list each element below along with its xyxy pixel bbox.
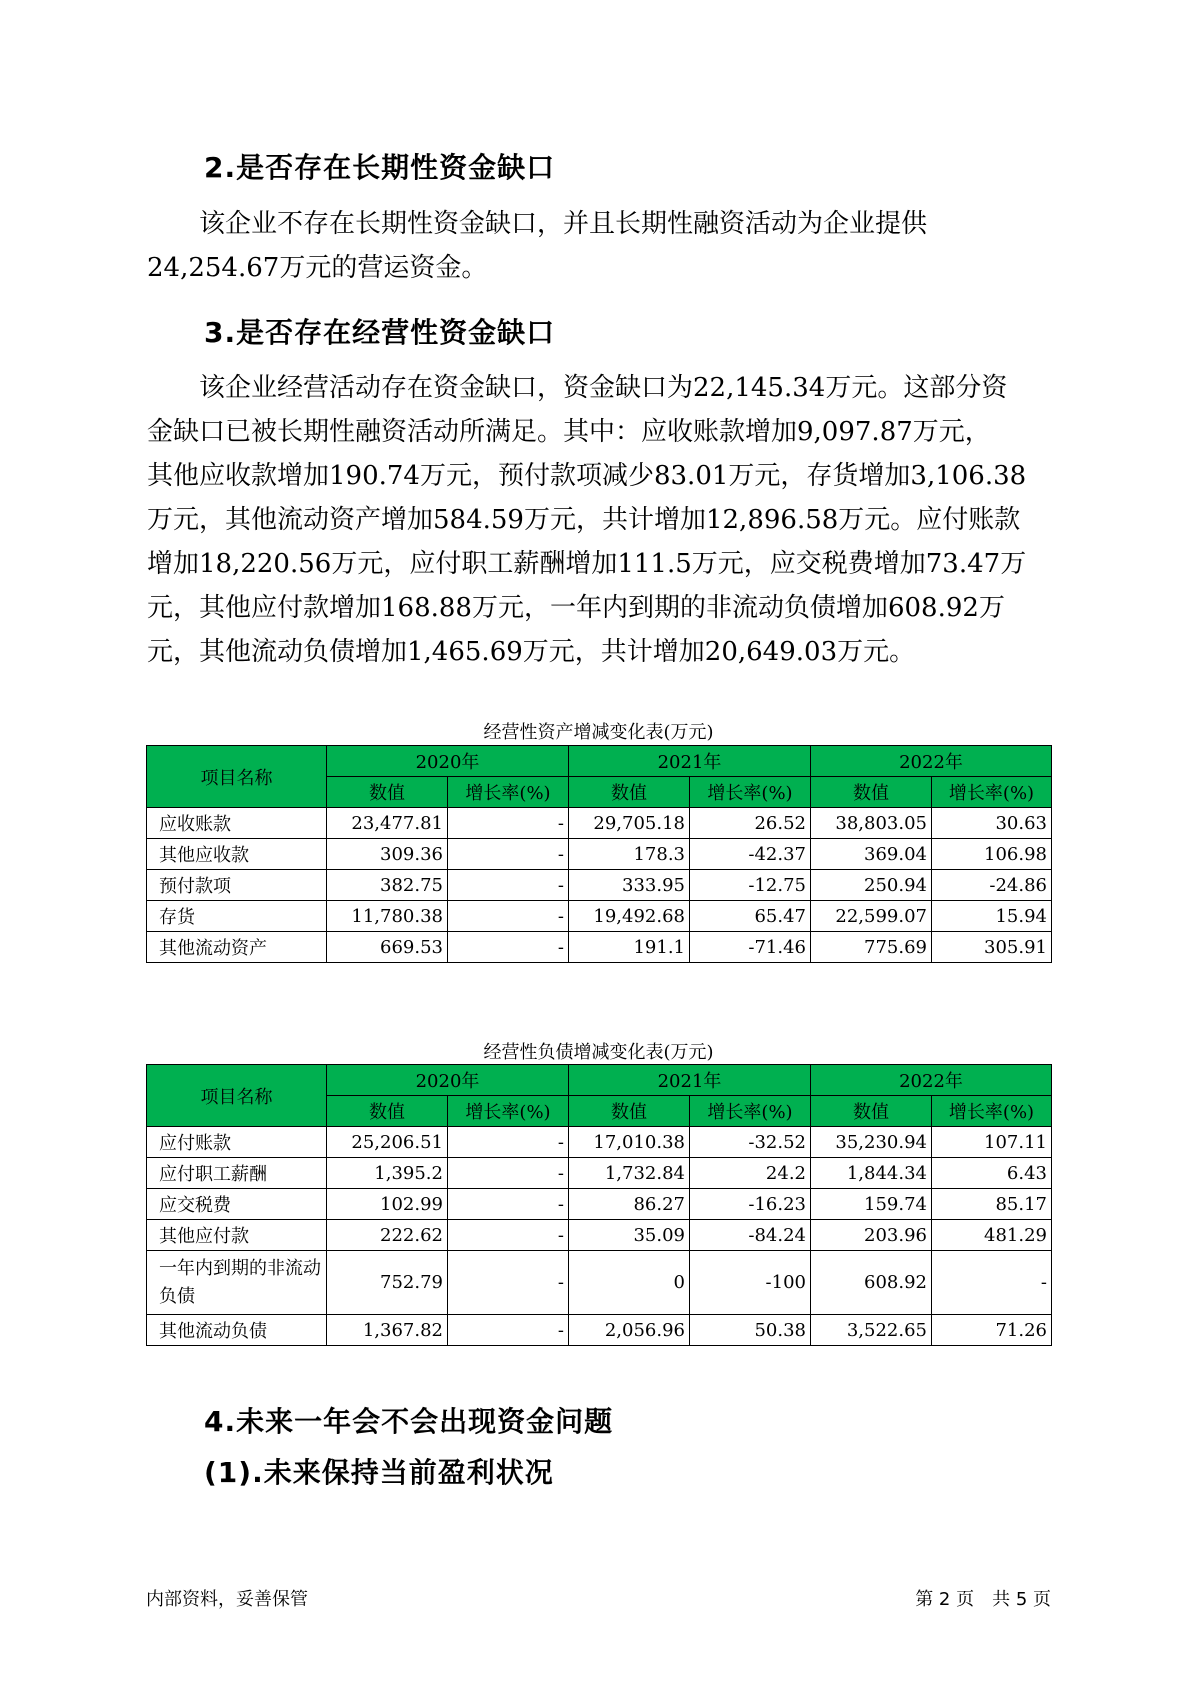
growth-rate-header: 增长率(%) bbox=[932, 1096, 1052, 1127]
value-cell: -100 bbox=[690, 1251, 811, 1315]
value-cell: 1,395.2 bbox=[327, 1158, 448, 1189]
value-cell: 50.38 bbox=[690, 1315, 811, 1346]
year-header: 2021年 bbox=[569, 746, 811, 777]
table-row bbox=[147, 839, 1052, 870]
value-cell: 1,732.84 bbox=[569, 1158, 690, 1189]
value-cell: -42.37 bbox=[690, 839, 811, 870]
item-name-header: 项目名称 bbox=[147, 746, 327, 808]
growth-rate-header: 增长率(%) bbox=[690, 1096, 811, 1127]
value-cell: 1,844.34 bbox=[811, 1158, 932, 1189]
value-cell: 775.69 bbox=[811, 932, 932, 963]
paragraph-line: 增加18,220.56万元，应付职工薪酬增加111.5万元，应交税费增加73.47万 bbox=[147, 549, 1027, 579]
asset-change-table bbox=[146, 745, 1052, 963]
value-cell: 382.75 bbox=[327, 870, 448, 901]
paragraph-line: 该企业经营活动存在资金缺口，资金缺口为22,145.34万元。这部分资 bbox=[147, 373, 1008, 403]
value-cell: 178.3 bbox=[569, 839, 690, 870]
value-cell: 250.94 bbox=[811, 870, 932, 901]
value-cell: 19,492.68 bbox=[569, 901, 690, 932]
table-row bbox=[147, 870, 1052, 901]
value-cell: 24.2 bbox=[690, 1158, 811, 1189]
value-cell: 86.27 bbox=[569, 1189, 690, 1220]
value-cell: 107.11 bbox=[932, 1127, 1052, 1158]
row-name-cell: 一年内到期的非流动负债 bbox=[147, 1251, 327, 1315]
value-header: 数值 bbox=[327, 777, 448, 808]
value-cell: 1,367.82 bbox=[327, 1315, 448, 1346]
value-cell: 35.09 bbox=[569, 1220, 690, 1251]
row-name-cell: 存货 bbox=[147, 901, 327, 932]
value-cell: 106.98 bbox=[932, 839, 1052, 870]
value-cell: 333.95 bbox=[569, 870, 690, 901]
row-name-cell: 预付款项 bbox=[147, 870, 327, 901]
value-cell: 23,477.81 bbox=[327, 808, 448, 839]
value-cell: 309.36 bbox=[327, 839, 448, 870]
value-cell: -24.86 bbox=[932, 870, 1052, 901]
value-cell: 191.1 bbox=[569, 932, 690, 963]
value-cell: - bbox=[448, 839, 569, 870]
value-cell: - bbox=[448, 1220, 569, 1251]
table-header-row bbox=[147, 746, 1052, 777]
section3-heading: 3.是否存在经营性资金缺口 bbox=[204, 316, 556, 349]
section3-paragraph bbox=[147, 366, 1057, 674]
row-name-cell: 其他流动负债 bbox=[147, 1315, 327, 1346]
value-header: 数值 bbox=[569, 777, 690, 808]
year-header: 2020年 bbox=[327, 746, 569, 777]
section2-paragraph bbox=[147, 202, 1057, 290]
value-cell: 25,206.51 bbox=[327, 1127, 448, 1158]
table-row bbox=[147, 1251, 1052, 1315]
row-name-cell: 应收账款 bbox=[147, 808, 327, 839]
value-cell: 159.74 bbox=[811, 1189, 932, 1220]
row-name-cell: 其他流动资产 bbox=[147, 932, 327, 963]
value-cell: - bbox=[932, 1251, 1052, 1315]
section2-heading: 2.是否存在长期性资金缺口 bbox=[204, 151, 556, 184]
table-row bbox=[147, 1189, 1052, 1220]
paragraph-line: 元，其他流动负债增加1,465.69万元，共计增加20,649.03万元。 bbox=[147, 637, 916, 667]
value-cell: - bbox=[448, 870, 569, 901]
value-cell: 11,780.38 bbox=[327, 901, 448, 932]
value-cell: 38,803.05 bbox=[811, 808, 932, 839]
value-cell: - bbox=[448, 1127, 569, 1158]
value-cell: 203.96 bbox=[811, 1220, 932, 1251]
value-cell: 752.79 bbox=[327, 1251, 448, 1315]
value-cell: - bbox=[448, 1158, 569, 1189]
value-header: 数值 bbox=[569, 1096, 690, 1127]
value-cell: 2,056.96 bbox=[569, 1315, 690, 1346]
value-cell: 29,705.18 bbox=[569, 808, 690, 839]
value-cell: 30.63 bbox=[932, 808, 1052, 839]
value-cell: 71.26 bbox=[932, 1315, 1052, 1346]
year-header: 2021年 bbox=[569, 1065, 811, 1096]
value-cell: 65.47 bbox=[690, 901, 811, 932]
table-row bbox=[147, 1315, 1052, 1346]
growth-rate-header: 增长率(%) bbox=[690, 777, 811, 808]
value-cell: 222.62 bbox=[327, 1220, 448, 1251]
value-header: 数值 bbox=[811, 1096, 932, 1127]
paragraph-line: 其他应收款增加190.74万元，预付款项减少83.01万元，存货增加3,106.38 bbox=[147, 461, 1027, 491]
year-header: 2022年 bbox=[811, 1065, 1052, 1096]
value-cell: -84.24 bbox=[690, 1220, 811, 1251]
value-cell: -32.52 bbox=[690, 1127, 811, 1158]
table-row bbox=[147, 1158, 1052, 1189]
year-header: 2022年 bbox=[811, 746, 1052, 777]
value-cell: -71.46 bbox=[690, 932, 811, 963]
row-name-cell: 其他应付款 bbox=[147, 1220, 327, 1251]
year-header: 2020年 bbox=[327, 1065, 569, 1096]
paragraph-line: 24,254.67万元的营运资金。 bbox=[147, 253, 488, 283]
value-cell: -16.23 bbox=[690, 1189, 811, 1220]
paragraph-line: 元，其他应付款增加168.88万元，一年内到期的非流动负债增加608.92万 bbox=[147, 593, 1005, 623]
value-cell: 0 bbox=[569, 1251, 690, 1315]
footer-page-number: 第 2 页 共 5 页 bbox=[915, 1589, 1051, 1610]
row-name-cell: 其他应收款 bbox=[147, 839, 327, 870]
paragraph-line: 万元，其他流动资产增加584.59万元，共计增加12,896.58万元。应付账款 bbox=[147, 505, 1021, 535]
value-cell: 35,230.94 bbox=[811, 1127, 932, 1158]
paragraph-line: 金缺口已被长期性融资活动所满足。其中：应收账款增加9,097.87万元， bbox=[147, 417, 991, 447]
value-cell: -12.75 bbox=[690, 870, 811, 901]
value-cell: - bbox=[448, 808, 569, 839]
value-cell: 102.99 bbox=[327, 1189, 448, 1220]
value-cell: 3,522.65 bbox=[811, 1315, 932, 1346]
table2-caption: 经营性负债增减变化表(万元) bbox=[483, 1042, 714, 1063]
table-row bbox=[147, 808, 1052, 839]
row-name-cell: 应付账款 bbox=[147, 1127, 327, 1158]
value-cell: 669.53 bbox=[327, 932, 448, 963]
value-cell: 22,599.07 bbox=[811, 901, 932, 932]
value-cell: 17,010.38 bbox=[569, 1127, 690, 1158]
growth-rate-header: 增长率(%) bbox=[448, 777, 569, 808]
value-header: 数值 bbox=[327, 1096, 448, 1127]
paragraph-line: 该企业不存在长期性资金缺口，并且长期性融资活动为企业提供 bbox=[147, 209, 928, 239]
value-header: 数值 bbox=[811, 777, 932, 808]
table-header-row bbox=[147, 1065, 1052, 1096]
item-name-header: 项目名称 bbox=[147, 1065, 327, 1127]
section4-heading: 4.未来一年会不会出现资金问题 bbox=[204, 1405, 614, 1438]
growth-rate-header: 增长率(%) bbox=[448, 1096, 569, 1127]
value-cell: 15.94 bbox=[932, 901, 1052, 932]
value-cell: - bbox=[448, 1251, 569, 1315]
table-row bbox=[147, 1220, 1052, 1251]
value-cell: - bbox=[448, 1189, 569, 1220]
value-cell: 6.43 bbox=[932, 1158, 1052, 1189]
row-name-cell: 应付职工薪酬 bbox=[147, 1158, 327, 1189]
value-cell: - bbox=[448, 901, 569, 932]
value-cell: 369.04 bbox=[811, 839, 932, 870]
table-row bbox=[147, 901, 1052, 932]
table-row bbox=[147, 932, 1052, 963]
value-cell: - bbox=[448, 1315, 569, 1346]
value-cell: 26.52 bbox=[690, 808, 811, 839]
footer-confidential: 内部资料，妥善保管 bbox=[146, 1589, 308, 1610]
value-cell: - bbox=[448, 932, 569, 963]
value-cell: 85.17 bbox=[932, 1189, 1052, 1220]
table-row bbox=[147, 1127, 1052, 1158]
table1-caption: 经营性资产增减变化表(万元) bbox=[483, 722, 714, 743]
value-cell: 608.92 bbox=[811, 1251, 932, 1315]
row-name-cell: 应交税费 bbox=[147, 1189, 327, 1220]
value-cell: 305.91 bbox=[932, 932, 1052, 963]
liability-change-table bbox=[146, 1064, 1052, 1346]
value-cell: 481.29 bbox=[932, 1220, 1052, 1251]
growth-rate-header: 增长率(%) bbox=[932, 777, 1052, 808]
section4-subheading: (1).未来保持当前盈利状况 bbox=[204, 1456, 554, 1489]
